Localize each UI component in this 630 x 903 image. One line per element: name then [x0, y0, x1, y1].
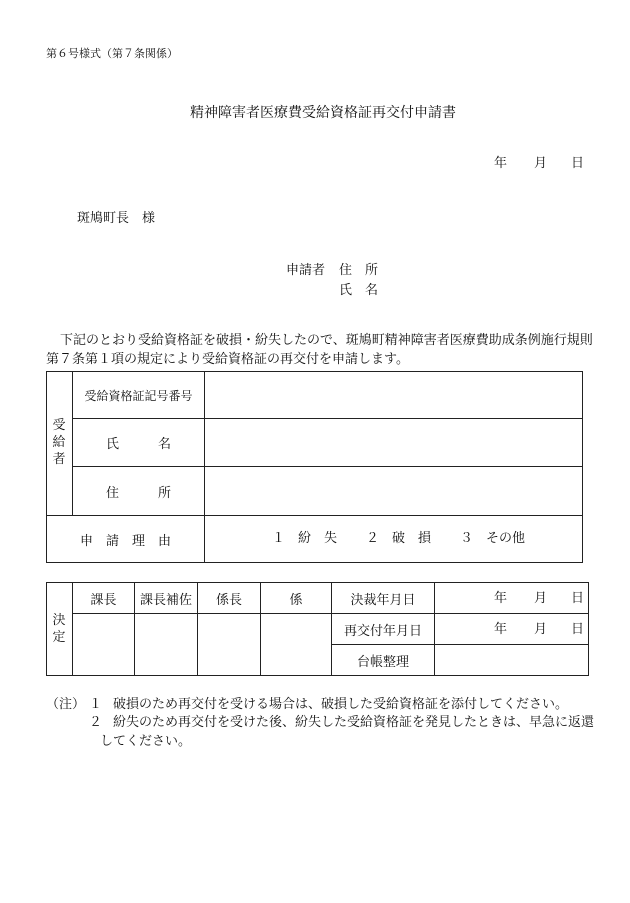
reissue-date-day: 日: [571, 622, 585, 637]
reason-option-lost[interactable]: １ 紛 失: [272, 531, 338, 546]
notes-prefix: （注）: [46, 697, 86, 712]
recipient-name-label: 氏 名: [105, 437, 171, 452]
approval-date-year: 年: [494, 591, 508, 606]
note-1-number: １: [89, 697, 103, 712]
date-day-label: 日: [571, 156, 585, 171]
approver-seal-box[interactable]: [261, 614, 331, 675]
note-1-text: 破損のため再交付を受ける場合は、破損した受給資格証を添付してください。: [113, 697, 569, 712]
reason-option-damaged[interactable]: ２ 破 損: [366, 531, 432, 546]
approver-column-deputy-chief: 課長補佐: [139, 592, 192, 608]
ledger-entry-label: 台帳整理: [356, 654, 409, 670]
decision-side-char: 決: [52, 613, 66, 628]
reason-option-other[interactable]: ３ その他: [460, 531, 526, 546]
recipient-side-label: [51, 417, 67, 468]
approver-seal-box[interactable]: [198, 614, 260, 675]
note-2-number: ２: [89, 715, 103, 730]
recipient-side-char: 者: [52, 452, 66, 467]
ledger-entry-field[interactable]: [435, 645, 588, 675]
approval-date-day: 日: [571, 591, 585, 606]
reissue-date-month: 月: [534, 622, 548, 637]
approver-seal-box[interactable]: [135, 614, 197, 675]
date-month-label: 月: [534, 156, 548, 171]
decision-side-label: [51, 612, 67, 646]
approver-column-unit-chief: 係長: [215, 592, 242, 608]
approval-date-month: 月: [534, 591, 548, 606]
approver-seal-box[interactable]: [73, 614, 134, 675]
note-2-continuation: してください。: [100, 734, 192, 749]
recipient-name-field[interactable]: [205, 419, 582, 466]
certificate-number-label: 受給資格証記号番号: [84, 388, 193, 403]
certificate-number-field[interactable]: [205, 372, 582, 418]
recipient-side-char: 受: [52, 418, 66, 433]
body-line-2: 第７条第１項の規定により受給資格証の再交付を申請します。: [46, 352, 409, 367]
body-line-1: 下記のとおり受給資格証を破損・紛失したので、斑鳩町精神障害者医療費助成条例施行規則: [60, 333, 593, 348]
form-number: 第６号様式（第７条関係）: [46, 47, 178, 60]
approval-date-label: 決裁年月日: [350, 592, 416, 608]
recipient-address-field[interactable]: [205, 467, 582, 515]
approver-column-staff: 係: [289, 592, 303, 608]
note-2-text: 紛失のため再交付を受けた後、紛失した受給資格証を発見したときは、早急に返還: [113, 715, 595, 730]
reissue-date-label: 再交付年月日: [343, 623, 422, 639]
decision-side-char: 定: [52, 630, 66, 645]
recipient-address-label: 住 所: [105, 485, 171, 501]
approver-column-section-chief: 課長: [90, 592, 117, 608]
applicant-name-label: 氏 名: [339, 283, 379, 298]
page-title: 精神障害者医療費受給資格証再交付申請書: [190, 105, 456, 121]
date-year-label: 年: [494, 156, 508, 171]
applicant-label: 申請者: [286, 263, 326, 278]
applicant-address-label: 住 所: [339, 263, 379, 278]
application-reason-label: 申 請 理 由: [79, 533, 171, 549]
recipient-side-char: 給: [52, 435, 66, 450]
addressee: 斑鳩町長 様: [77, 211, 156, 226]
reissue-date-year: 年: [494, 622, 508, 637]
